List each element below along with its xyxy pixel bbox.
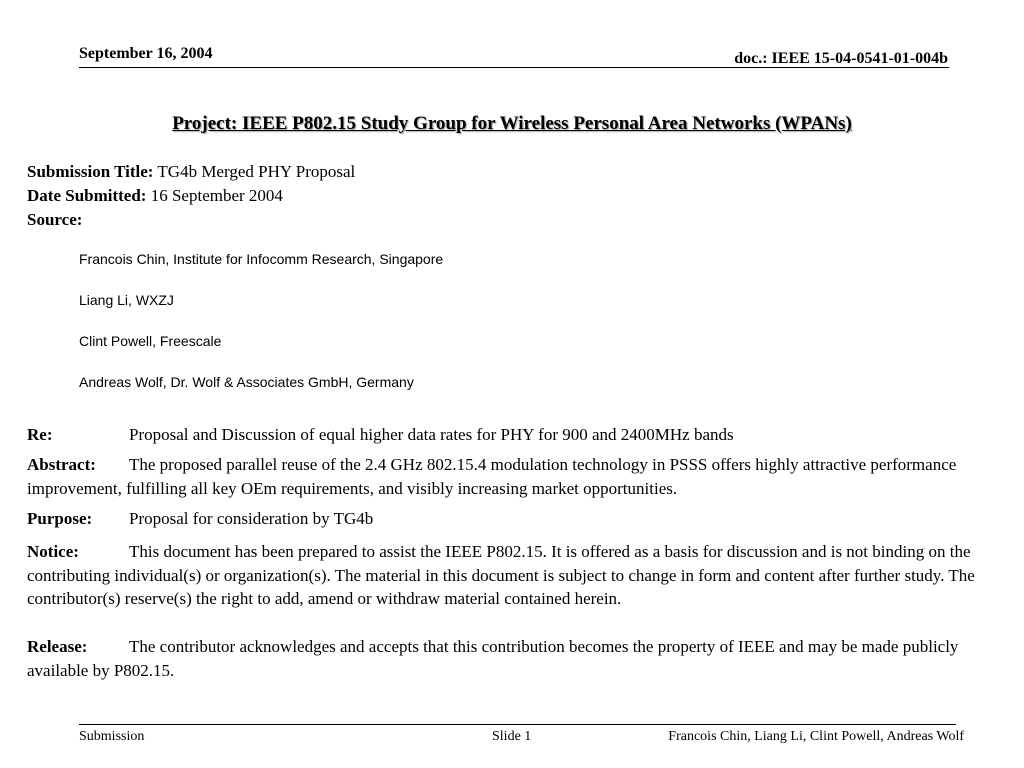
purpose-section	[27, 507, 987, 531]
date-submitted-value: 16 September 2004	[150, 186, 283, 205]
re-section	[27, 423, 987, 447]
source-label: Source:	[27, 210, 83, 229]
release-section	[27, 635, 987, 682]
submission-title-label: Submission Title:	[27, 162, 154, 181]
abstract-label: Abstract:	[27, 455, 96, 474]
purpose-text: Proposal for consideration by TG4b	[129, 509, 374, 528]
header-rule	[79, 67, 949, 68]
abstract-section	[27, 453, 987, 500]
purpose-label: Purpose:	[27, 509, 93, 528]
project-title	[0, 113, 1024, 135]
header-doc-id: doc.: IEEE 15-04-0541-01-004b	[734, 50, 948, 67]
notice-section	[27, 540, 987, 611]
submission-title	[27, 162, 355, 182]
footer-authors: Francois Chin, Liang Li, Clint Powell, Andreas Wolf	[668, 729, 964, 744]
source-heading	[27, 210, 82, 230]
notice-text: This document has been prepared to assist the IEEE P802.15. It is offered as a basis for discussion and is not binding on the contributing individual(s) or organization(s). The material in this document is subject to change in form and content after further study. The contributor(s) reserve(s) the right to add, amend or withdraw material contained herein.	[27, 542, 975, 608]
re-label: Re:	[27, 425, 53, 444]
date-submitted	[27, 186, 283, 206]
re-text: Proposal and Discussion of equal higher data rates for PHY for 900 and 2400MHz bands	[129, 425, 734, 444]
footer-submission: Submission	[79, 729, 145, 744]
submission-title-value: TG4b Merged PHY Proposal	[157, 162, 356, 181]
source-item: Liang Li, WXZJ	[79, 292, 174, 308]
source-item: Andreas Wolf, Dr. Wolf & Associates GmbH, Germany	[79, 374, 414, 390]
footer-rule	[79, 724, 956, 725]
source-item: Francois Chin, Institute for Infocomm Research, Singapore	[79, 251, 444, 267]
footer-slide-number: Slide 1	[492, 729, 532, 744]
abstract-text: The proposed parallel reuse of the 2.4 GHz 802.15.4 modulation technology in PSSS offers highly attractive performance improvement, fulfilling all key OEm requirements, and visibly increasing market opportunities.	[27, 455, 957, 498]
release-label: Release:	[27, 637, 88, 656]
date-submitted-label: Date Submitted:	[27, 186, 147, 205]
source-item: Clint Powell, Freescale	[79, 333, 222, 349]
header-date: September 16, 2004	[79, 45, 213, 62]
release-text: The contributor acknowledges and accepts that this contribution becomes the property of IEEE and may be made publicly available by P802.15.	[27, 637, 959, 680]
project-title-text: Project: IEEE P802.15 Study Group for Wireless Personal Area Networks (WPANs)	[172, 113, 852, 134]
notice-label: Notice:	[27, 542, 79, 561]
